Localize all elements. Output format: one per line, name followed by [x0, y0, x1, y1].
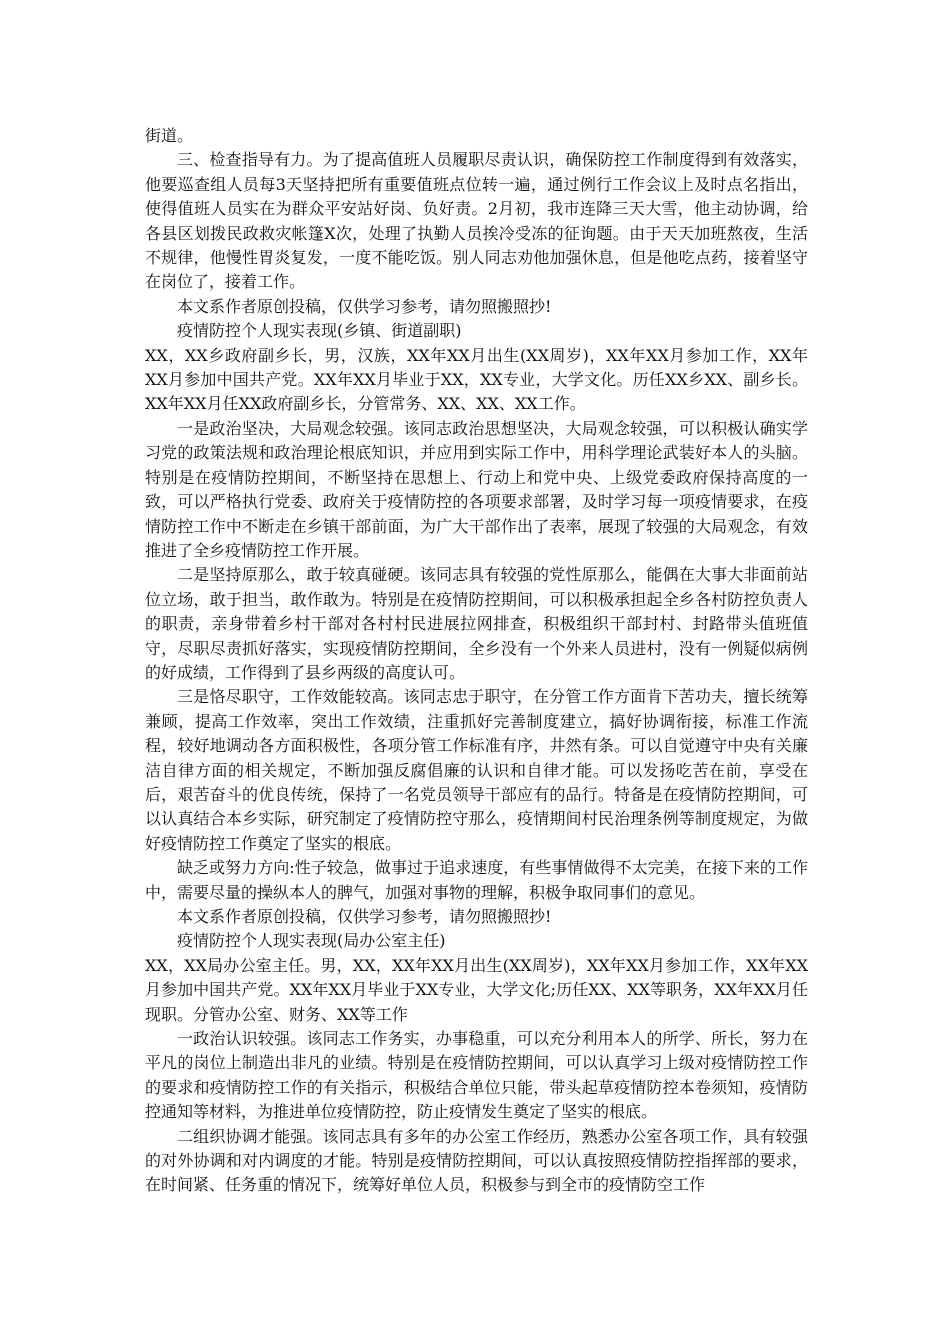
body-paragraph: 缺乏或努力方向:性子较急，做事过于追求速度，有些事情做得不太完美，在接下来的工作中，需要尽量的操纵本人的脾气，加强对事物的理解，积极争取同事们的意见。 — [145, 858, 808, 902]
body-paragraph: 二组织协调才能强。该同志具有多年的办公室工作经历，熟悉办公室各项工作，具有较强的对外协调和对内调度的才能。特别是疫情防控期间，可以认真按照疫情防控指挥部的要求，在时间紧、任务重的情况下，统筹好单位人员，积极参与到全市的疫情防空工作 — [145, 1126, 808, 1195]
body-paragraph: 疫情防控个人现实表现(局办公室主任) — [177, 931, 446, 951]
body-paragraph: 三是恪尽职守，工作效能较高。该同志忠于职守，在分管工作方面肯下苦功夫，擅长统筹兼顾，提高工作效率，突出工作效绩，注重抓好完善制度建立，搞好协调衔接，标准工作流程，较好地调动各方面积极性，各项分管工作标准有序，井然有条。可以自觉遵守中央有关廉洁自律方面的相关规定，不断加强反腐倡廉的认识和自律才能。可以发扬吃苦在前，享受在后，艰苦奋斗的优良传统，保持了一名党员领导干部应有的品行。特备是在疫情防控期间，可以认真结合本乡实际，研究制定了疫情防控守那么，疫情期间村民治理条例等制度规定，为做好疫情防控工作奠定了坚实的根底。 — [145, 687, 808, 853]
body-paragraph: 街道。 — [145, 126, 194, 145]
body-paragraph: 二是坚持原那么，敢于较真碰硬。该同志具有较强的党性原那么，能偶在大事大非面前站位立场，敢于担当，敢作敢为。特别是在疫情防控期间，可以积极承担起全乡各村防控负责人的职责，亲身带着乡村干部对各村村民进展拉网排查，积极组织干部封村、封路带头值班值守，尽职尽责抓好落实，实现疫情防控期间，全乡没有一个外来人员进村，没有一例疑似病例的好成绩，工作得到了县乡两级的高度认可。 — [145, 565, 808, 682]
body-paragraph: 一是政治坚决，大局观念较强。该同志政治思想坚决，大局观念较强，可以积极认确实学习党的政策法规和政治理论根底知识，并应用到实际工作中，用科学理论武装好本人的头脑。特别是在疫情防控期间，不断坚持在思想上、行动上和党中央、上级党委政府保持高度的一致，可以严格执行党委、政府关于疫情防控的各项要求部署，及时学习每一项疫情要求，在疫情防控工作中不断走在乡镇干部前面，为广大干部作出了表率，展现了较强的大局观念，有效推进了全乡疫情防控工作开展。 — [145, 418, 808, 560]
body-paragraph: 一政治认识较强。该同志工作务实，办事稳重，可以充分利用本人的所学、所长，努力在平凡的岗位上制造出非凡的业绩。特别是在疫情防控期间，可以认真学习上级对疫情防控工作的要求和疫情防控工作的有关指示，积极结合单位只能，带头起草疫情防控本卷须知，疫情防控通知等材料，为推进单位疫情防控，防止疫情发生奠定了坚实的根底。 — [145, 1029, 808, 1122]
body-paragraph: XX，XX乡政府副乡长，男，汉族，XX年XX月出生(XX周岁)，XX年XX月参加工作，XX年XX月参加中国共产党。XX年XX月毕业于XX，XX专业，大学文化。历任XX乡XX、副乡长。XX年XX月任XX政府副乡长，分管常务、XX、XX、XX工作。 — [145, 345, 808, 414]
body-paragraph: 本文系作者原创投稿，仅供学习参考，请勿照搬照抄! — [177, 907, 552, 926]
body-paragraph: 疫情防控个人现实表现(乡镇、街道副职) — [177, 321, 462, 341]
body-paragraph: 三、检查指导有力。为了提高值班人员履职尽责认识，确保防控工作制度得到有效落实，他要巡查组人员每3天坚持把所有重要值班点位转一遍，通过例行工作会议上及时点名指出，使得值班人员实在为群众平安站好岗、负好责。2月初，我市连降三天大雪，他主动协调，给各县区划拨民政救灾帐篷X次，处理了执勤人员挨冷受冻的征询题。由于天天加班熬夜，生活不规律，他慢性胃炎复发，一度不能吃饭。别人同志劝他加强休息，但是他吃点药，接着坚守在岗位了，接着工作。 — [145, 150, 808, 292]
body-paragraph: 本文系作者原创投稿，仅供学习参考，请勿照搬照抄! — [177, 296, 552, 316]
document-page — [145, 124, 808, 1198]
body-paragraph: XX，XX局办公室主任。男，XX，XX年XX月出生(XX周岁)，XX年XX月参加工作，XX年XX月参加中国共产党。XX年XX月毕业于XX专业，大学文化;历任XX、XX等职务，XX年XX月任现职。分管办公室、财务、XX等工作 — [145, 955, 808, 1024]
